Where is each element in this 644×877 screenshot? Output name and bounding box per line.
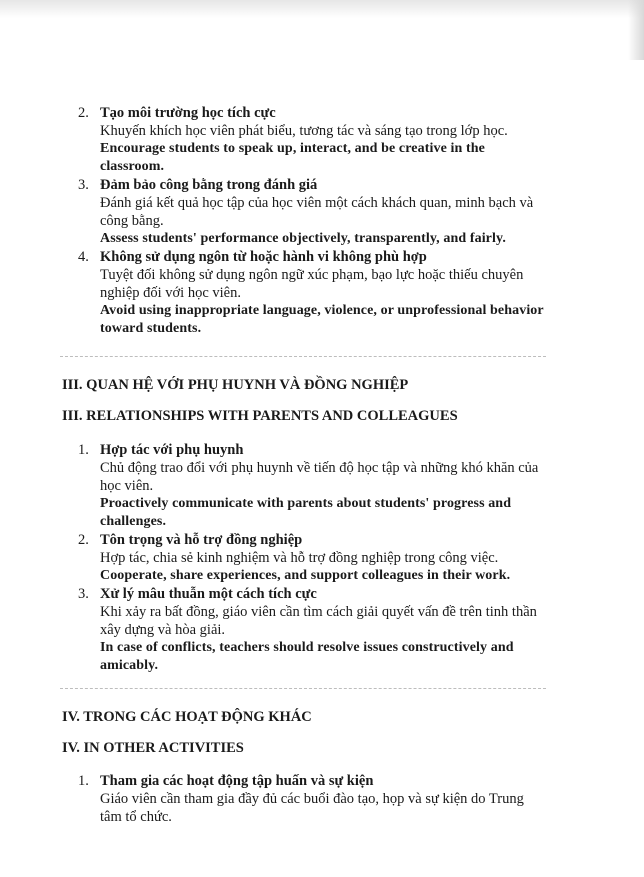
- item-number: 4.: [78, 249, 89, 265]
- list-item: [78, 176, 548, 248]
- item-number: 3.: [78, 586, 89, 602]
- section3-title-vi: III. QUAN HỆ VỚI PHỤ HUYNH VÀ ĐỒNG NGHIỆP: [62, 377, 409, 393]
- section-divider: [60, 688, 546, 689]
- item-text-vi: Chủ động trao đổi với phụ huynh về tiến độ học tập và những khó khăn của học viên.: [100, 460, 539, 494]
- item-text-en: Proactively communicate with parents about students' progress and challenges.: [100, 496, 512, 529]
- item-number: 3.: [78, 177, 89, 193]
- item-text-vi: Tuyệt đối không sử dụng ngôn ngữ xúc phạm, bạo lực hoặc thiếu chuyên nghiệp đối với học viên.: [100, 267, 524, 301]
- list-item: [78, 772, 544, 826]
- list-item: [78, 104, 548, 176]
- item-number: 2.: [78, 532, 89, 548]
- item-text-en: Encourage students to speak up, interact, and be creative in the classroom.: [100, 141, 485, 174]
- section4-list: [78, 772, 544, 826]
- item-heading: Tôn trọng và hỗ trợ đồng nghiệp: [100, 532, 303, 548]
- section4-title-en: IV. IN OTHER ACTIVITIES: [62, 740, 244, 756]
- item-heading: Đảm bảo công bằng trong đánh giá: [100, 177, 318, 193]
- list-item: [78, 248, 548, 338]
- item-heading: Xử lý mâu thuẫn một cách tích cực: [100, 586, 317, 602]
- item-text-vi: Đánh giá kết quả học tập của học viên một cách khách quan, minh bạch và công bằng.: [100, 195, 534, 229]
- section-divider: [60, 356, 546, 357]
- item-heading: Hợp tác với phụ huynh: [100, 442, 244, 458]
- section2-list: [78, 104, 548, 338]
- item-text-en: Avoid using inappropriate language, violence, or unprofessional behavior toward students.: [100, 303, 544, 336]
- item-text-vi: Khuyến khích học viên phát biểu, tương tác và sáng tạo trong lớp học.: [100, 123, 508, 139]
- item-number: 1.: [78, 442, 89, 458]
- item-heading: Tạo môi trường học tích cực: [100, 105, 276, 121]
- item-text-en: Assess students' performance objectively, transparently, and fairly.: [100, 231, 506, 246]
- scan-shadow-right: [628, 0, 644, 60]
- list-item: [78, 585, 544, 675]
- item-number: 2.: [78, 105, 89, 121]
- item-number: 1.: [78, 773, 89, 789]
- item-text-en: In case of conflicts, teachers should resolve issues constructively and amicably.: [100, 640, 514, 673]
- item-heading: Tham gia các hoạt động tập huấn và sự kiện: [100, 773, 374, 789]
- scan-shadow-top: [0, 0, 644, 18]
- item-text-vi: Hợp tác, chia sẻ kinh nghiệm và hỗ trợ đồng nghiệp trong công việc.: [100, 550, 499, 566]
- item-text-vi: Giáo viên cần tham gia đầy đủ các buổi đào tạo, họp và sự kiện do Trung tâm tổ chức.: [100, 791, 524, 825]
- list-item: [78, 531, 544, 585]
- item-heading: Không sử dụng ngôn từ hoặc hành vi không phù hợp: [100, 249, 427, 265]
- list-item: [78, 441, 544, 531]
- section4-title-vi: IV. TRONG CÁC HOẠT ĐỘNG KHÁC: [62, 709, 312, 725]
- section3-list: [78, 441, 544, 675]
- section3-title-en: III. RELATIONSHIPS WITH PARENTS AND COLLEAGUES: [62, 408, 458, 424]
- item-text-vi: Khi xảy ra bất đồng, giáo viên cần tìm cách giải quyết vấn đề trên tinh thần xây dựng và hòa giải.: [100, 604, 537, 638]
- item-text-en: Cooperate, share experiences, and support colleagues in their work.: [100, 568, 511, 583]
